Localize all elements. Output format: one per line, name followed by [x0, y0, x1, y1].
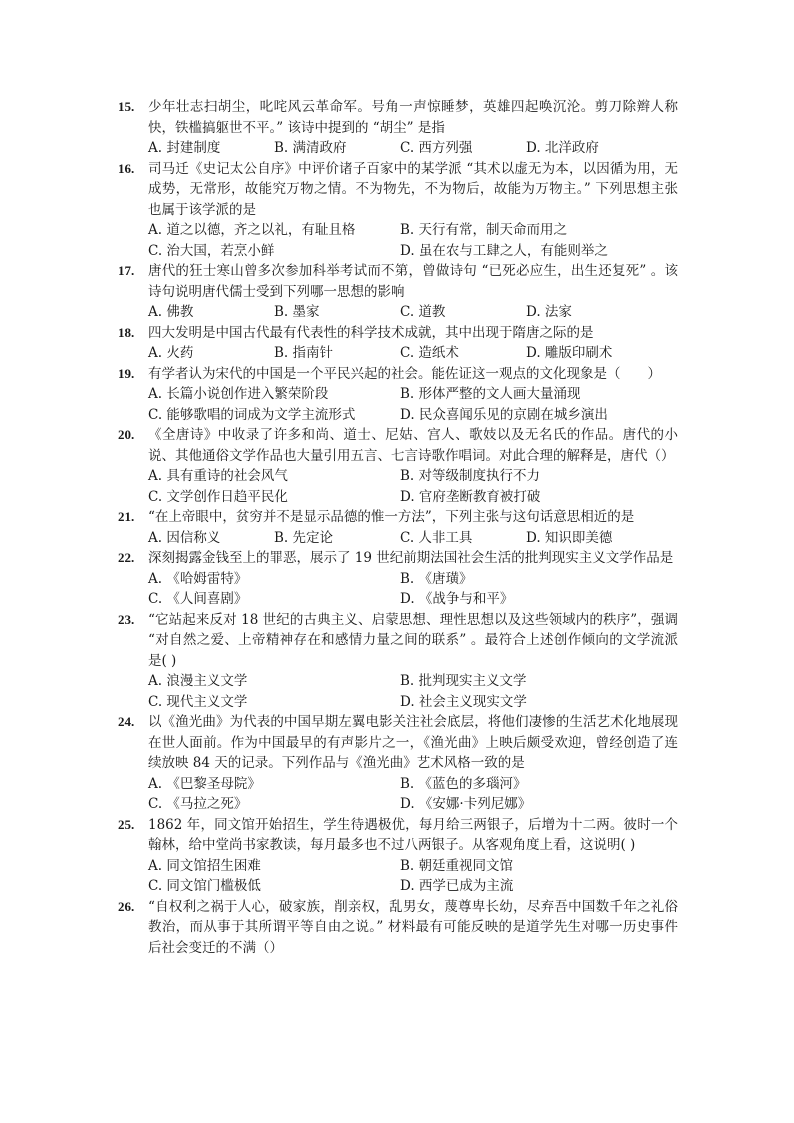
answer-options: [148, 856, 678, 897]
question-stem: 1862 年，同文馆开始招生，学生待遇极优，每月给三两银子，后增为十二两。彼时一个翰林，给中堂尚书家教读，每月最多也不过八两银子。从客观角度上看，这说明( ): [148, 816, 678, 853]
answer-option: C. 《马拉之死》: [148, 796, 248, 812]
question-number: 18.: [118, 324, 135, 340]
answer-options: [148, 528, 678, 549]
question-23: [118, 610, 678, 713]
answer-option: B. 对等级制度执行不力: [400, 468, 541, 484]
answer-option: B. 朝廷重视同文馆: [400, 857, 514, 874]
question-stem: 四大发明是中国古代最有代表性的科学技术成就，其中出现于隋唐之际的是: [148, 324, 594, 341]
question-stem: 《全唐诗》中收录了许多和尚、道士、尼姑、宫人、歌妓以及无名氏的作品。唐代的小说、其他通俗文学作品也大量引用五言、七言诗歌作唱词。对此合理的解释是，唐代（）: [148, 427, 678, 464]
answer-option: C. 能够歌唱的词成为文学主流形式: [148, 406, 356, 423]
question-stem: 深刻揭露金钱至上的罪恶，展示了 19 世纪前期法国社会生活的批判现实主义文学作品是: [148, 550, 674, 566]
answer-option: A. 《巴黎圣母院》: [148, 775, 261, 792]
answer-option: B. 天行有常，制天命而用之: [400, 222, 568, 238]
answer-option: B. 满清政府: [274, 140, 347, 156]
answer-option: C. 道教: [400, 304, 446, 320]
answer-option: B. 先定论: [274, 529, 334, 546]
answer-option: A. 长篇小说创作进入繁荣阶段: [148, 386, 329, 402]
question-21: [118, 507, 678, 548]
answer-option: C. 文学创作日趋平民化: [148, 488, 288, 505]
question-stem: 司马迁《史记太公自序》中评价诸子百家中的某学派 “其术以虚无为本，以因循为用，无成势，无常形，故能究万物之情。不为物先，不为物后，故能为万物主。” 下列思想主张也属于该学派的是: [148, 160, 678, 218]
answer-option: B. 指南针: [274, 345, 334, 361]
answer-option: C. 《人间喜剧》: [148, 591, 248, 607]
question-26: [118, 897, 678, 959]
question-stem: “在上帝眼中，贫穷并不是显示品德的惟一方法”，下列主张与这句话意思相近的是: [148, 509, 635, 525]
answer-option: D. 《战争与和平》: [400, 591, 514, 607]
question-25: [118, 815, 678, 897]
answer-option: C. 治大国，若烹小鲜: [148, 242, 275, 259]
question-stem: 以《渔光曲》为代表的中国早期左翼电影关注社会底层，将他们凄惨的生活艺术化地展现在世人面前。作为中国最早的有声影片之一，《渔光曲》上映后颇受欢迎，曾经创造了连续放映 84 天的记录。下列作品与《渔光曲》艺术风格一致的是: [148, 714, 678, 771]
answer-option: A. 佛教: [148, 304, 194, 320]
question-15: [118, 97, 678, 159]
question-stem: 有学者认为宋代的中国是一个平民兴起的社会。能佐证这一观点的文化现象是（ ）: [148, 365, 661, 382]
question-24: [118, 712, 678, 815]
answer-options: [148, 466, 678, 507]
answer-option: A. 道之以德，齐之以礼，有耻且格: [148, 222, 356, 238]
question-18: [118, 323, 678, 364]
question-number: 24.: [118, 714, 135, 729]
answer-option: D. 北洋政府: [526, 140, 599, 156]
answer-option: D. 雕版印刷术: [526, 345, 613, 361]
answer-option: A. 火药: [148, 345, 194, 361]
question-17: [118, 261, 678, 323]
answer-option: D. 法家: [526, 304, 572, 320]
answer-option: C. 现代主义文学: [148, 693, 248, 710]
question-number: 20.: [118, 427, 135, 442]
answer-option: A. 具有重诗的社会风气: [148, 468, 288, 484]
answer-option: B. 《唐璜》: [400, 570, 473, 587]
answer-options: [148, 220, 678, 261]
answer-option: D. 社会主义现实文学: [400, 693, 527, 710]
question-19: [118, 364, 678, 426]
answer-options: [148, 343, 678, 364]
answer-options: [148, 774, 678, 815]
question-20: [118, 425, 678, 507]
question-stem: “自权利之祸于人心，破家族，削亲权，乱男女，蔑尊卑长幼，尽弃吾中国数千年之礼俗教治，而从事于其所谓平等自由之说。” 材料最有可能反映的是道学先生对哪一历史事件后社会变迁的不满（）: [148, 898, 678, 956]
question-number: 16.: [118, 160, 135, 176]
answer-option: C. 人非工具: [400, 529, 473, 546]
answer-options: [148, 569, 678, 610]
answer-option: A. 浪漫主义文学: [148, 673, 248, 689]
question-number: 26.: [118, 898, 135, 914]
answer-options: [148, 138, 678, 159]
answer-option: A. 封建制度: [148, 140, 221, 156]
question-number: 19.: [118, 365, 135, 381]
answer-option: A. 因信称义: [148, 529, 221, 546]
question-number: 22.: [118, 550, 135, 565]
question-list: [118, 97, 678, 958]
question-number: 21.: [118, 509, 135, 524]
answer-option: C. 同文馆门槛极低: [148, 878, 261, 894]
answer-option: B. 《蓝色的多瑙河》: [400, 775, 527, 792]
question-22: [118, 548, 678, 610]
answer-option: B. 形体严整的文人画大量涌现: [400, 386, 581, 402]
answer-option: D. 《安娜·卡列尼娜》: [400, 796, 532, 812]
answer-options: [148, 302, 678, 323]
question-number: 15.: [118, 99, 135, 114]
answer-option: B. 墨家: [274, 304, 320, 320]
question-stem: 少年壮志扫胡尘，叱咤风云革命军。号角一声惊睡梦，英雄四起唤沉沦。剪刀除辫人称快，铁槛搞躯世不平。” 该诗中提到的 “胡尘” 是指: [148, 99, 678, 136]
answer-option: D. 西学已成为主流: [400, 878, 514, 894]
answer-option: B. 批判现实主义文学: [400, 673, 527, 689]
answer-option: D. 官府垄断教育被打破: [400, 488, 541, 505]
answer-option: A. 同文馆招生困难: [148, 857, 261, 874]
answer-option: C. 造纸术: [400, 345, 459, 361]
answer-options: [148, 671, 678, 712]
question-stem: “它站起来反对 18 世纪的古典主义、启蒙思想、理性思想以及这些领域内的秩序”，强调 “对自然之爱、上帝精神存在和感情力量之间的联系” 。最符合上述创作倾向的文学流派是( ): [148, 611, 678, 669]
question-number: 23.: [118, 611, 135, 627]
answer-option: D. 知识即美德: [526, 529, 613, 546]
question-16: [118, 159, 678, 262]
answer-option: D. 虽在农与工肆之人，有能则举之: [400, 242, 608, 259]
answer-option: D. 民众喜闻乐见的京剧在城乡演出: [400, 406, 608, 423]
answer-option: C. 西方列强: [400, 140, 473, 156]
question-number: 25.: [118, 816, 135, 832]
answer-option: A. 《哈姆雷特》: [148, 570, 248, 587]
question-number: 17.: [118, 263, 135, 278]
question-stem: 唐代的狂士寒山曾多次参加科举考试而不第，曾做诗句 “已死必应生，出生还复死” 。该诗句说明唐代儒士受到下列哪一思想的影响: [148, 263, 678, 300]
answer-options: [148, 384, 678, 425]
